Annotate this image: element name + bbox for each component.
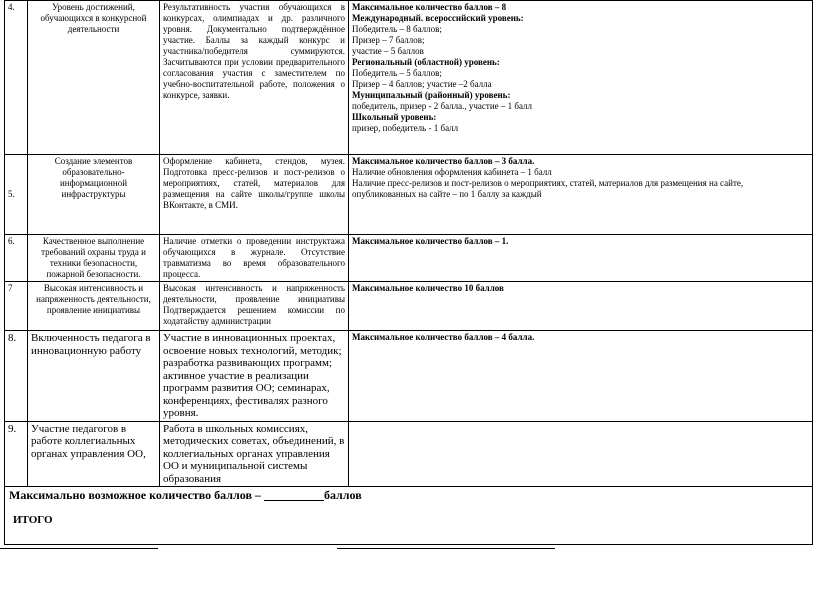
criterion-description: Наличие отметки о проведении инструктажа обучающихся в журнале. Отсутствие травматизма во время образовательного процесса. xyxy=(160,235,349,282)
row-number: 7 xyxy=(5,282,28,331)
score-line: победитель, призер - 2 балла., участие – 1 балл xyxy=(352,101,533,111)
table-row xyxy=(5,155,813,235)
score-line: Международный. всероссийский уровень: xyxy=(352,13,524,23)
score-line: участие – 5 баллов xyxy=(352,46,424,56)
score-line: Призер – 4 баллов; участие –2 балла xyxy=(352,79,492,89)
score-line: призер, победитель - 1 балл xyxy=(352,123,459,133)
score-line: Победитель – 5 баллов; xyxy=(352,68,442,78)
criterion-score xyxy=(349,282,813,331)
total-cell xyxy=(5,487,813,545)
signature-line-left xyxy=(0,548,158,549)
criterion-name: Включенность педагога в инновационную работу xyxy=(28,331,160,422)
criterion-description: Оформление кабинета, стендов, музея. Подготовка пресс-релизов и пост-релизов о мероприятиях, статей, материалов для размещения на сайте школы/группе школы ВКонтакте, в СМИ. xyxy=(160,155,349,235)
row-number: 6. xyxy=(5,235,28,282)
criterion-description: Работа в школьных комиссиях, методических советах, объединений, в коллегиальных органах управления ОО и муниципальной системы образования xyxy=(160,421,349,487)
criterion-score xyxy=(349,331,813,422)
row-number: 8. xyxy=(5,331,28,422)
total-blank xyxy=(264,489,324,501)
score-line: Призер – 7 баллов; xyxy=(352,35,425,45)
score-line: Победитель – 8 баллов; xyxy=(352,24,442,34)
score-line: Максимальное количество 10 баллов xyxy=(352,283,504,293)
signature-line-right xyxy=(337,548,555,549)
score-line: Региональный (областной) уровень: xyxy=(352,57,500,67)
row-number: 4. xyxy=(5,1,28,155)
score-line: Максимальное количество баллов – 1. xyxy=(352,236,509,246)
criterion-name: Высокая интенсивность и напряженность деятельности, проявление инициативы xyxy=(28,282,160,331)
criteria-table xyxy=(4,0,813,545)
criterion-description: Результативность участия обучающихся в конкурсах, олимпиадах и др. различного уровня. Документально подтверждённое участие. Баллы за каждый конкурс и участника/победителя суммируются. Засчитываются при условии предварительного согласования участия с заместителем по учебно-воспитательной работе, положения о конкурсе, заявки. xyxy=(160,1,349,155)
score-line: Наличие пресс-релизов и пост-релизов о мероприятиях, статей, материалов для размещения на сайте, опубликованных на сайте – по 1 баллу за каждый xyxy=(352,178,744,199)
table-row xyxy=(5,235,813,282)
table-row xyxy=(5,1,813,155)
criterion-score xyxy=(349,421,813,487)
score-line: Муниципальный (районный) уровень: xyxy=(352,90,511,100)
table-row xyxy=(5,331,813,422)
criterion-description: Высокая интенсивность и напряженность деятельности, проявление инициативы Подтверждается решением комиссии по ходатайству администрации xyxy=(160,282,349,331)
criterion-name: Качественное выполнение требований охраны труда и техники безопасности, пожарной безопасности. xyxy=(28,235,160,282)
table-row xyxy=(5,282,813,331)
criterion-description: Участие в инновационных проектах, освоение новых технологий, методик; разработка развивающих программ; активное участие в реализации программ развития ОО; семинарах, конференциях, фестивалях разного уровня. xyxy=(160,331,349,422)
itogo-label: ИТОГО xyxy=(13,514,53,526)
criterion-name: Участие педагогов в работе коллегиальных органах управления ОО, xyxy=(28,421,160,487)
row-number: 5. xyxy=(5,155,28,235)
criterion-score xyxy=(349,235,813,282)
score-line: Наличие обновления оформления кабинета – 1 балл xyxy=(352,167,552,177)
score-line: Максимальное количество баллов – 4 балла. xyxy=(352,332,535,342)
criterion-name: Создание элементов образовательно-информационной инфраструктуры xyxy=(28,155,160,235)
criterion-score xyxy=(349,155,813,235)
table-row xyxy=(5,421,813,487)
score-line: Школьный уровень: xyxy=(352,112,437,122)
max-total-line: Максимально возможное количество баллов – баллов xyxy=(9,488,362,502)
criterion-score xyxy=(349,1,813,155)
score-line: Максимальное количество баллов – 8 xyxy=(352,2,507,12)
score-line: Максимальное количество баллов – 3 балла. xyxy=(352,156,535,166)
row-number: 9. xyxy=(5,421,28,487)
total-row xyxy=(5,487,813,545)
criterion-name: Уровень достижений, обучающихся в конкурсной деятельности xyxy=(28,1,160,155)
